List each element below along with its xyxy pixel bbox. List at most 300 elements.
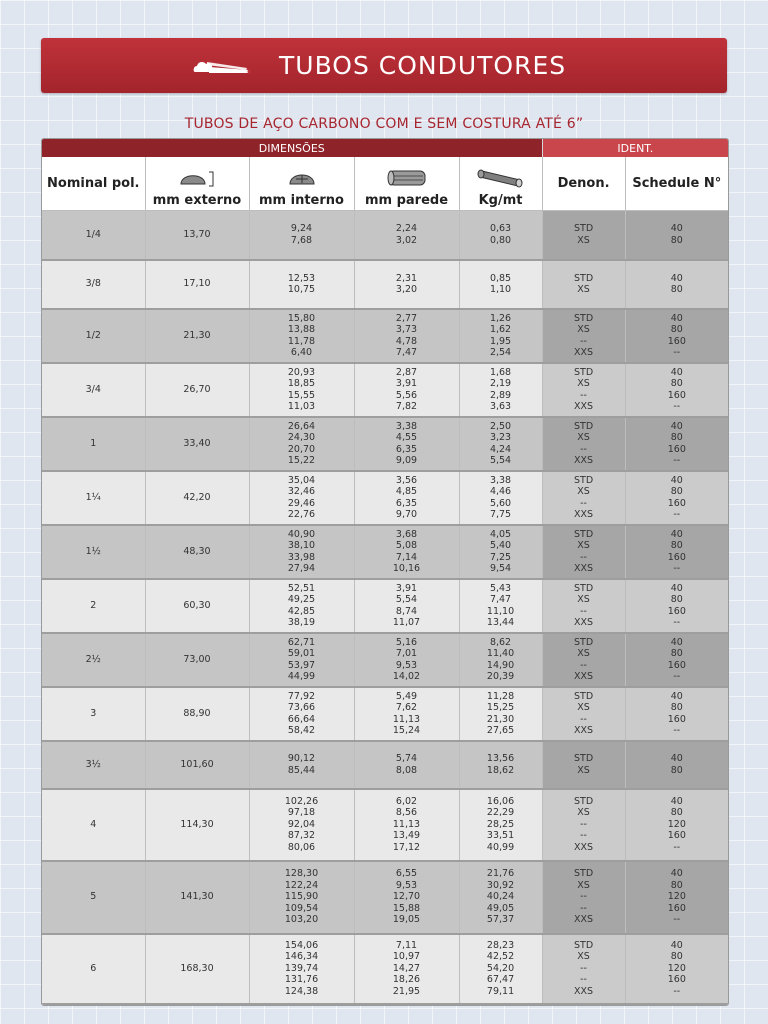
cell-interno-value: 10,75 bbox=[287, 284, 316, 295]
cell-kgmt-value: 8,62 bbox=[489, 636, 512, 648]
cell-interno-value: 128,30 bbox=[284, 868, 319, 880]
cell-interno-value: 109,54 bbox=[284, 902, 319, 914]
cell-interno-value: 97,18 bbox=[287, 807, 316, 819]
cell-schedule-value: -- bbox=[673, 563, 681, 574]
cell-schedule-value: 40 bbox=[670, 939, 683, 951]
cell-parede-value: 6,35 bbox=[395, 497, 418, 509]
cell-kgmt-value: 40,24 bbox=[486, 891, 515, 903]
cell-interno-value: 40,90 bbox=[287, 528, 316, 540]
cell-schedule-value: -- bbox=[673, 725, 681, 736]
cell-schedule-value: -- bbox=[673, 509, 681, 520]
cell-externo: 21,30 bbox=[145, 309, 249, 363]
cell-nominal: 4 bbox=[42, 789, 145, 861]
cell-kgmt bbox=[459, 525, 542, 579]
cell-schedule-value: 80 bbox=[670, 432, 683, 443]
cell-denon bbox=[542, 525, 625, 579]
cell-schedule bbox=[625, 934, 728, 1004]
cell-parede-value: 2,87 bbox=[395, 366, 418, 378]
cell-externo: 101,60 bbox=[145, 741, 249, 789]
cell-denon-value: XXS bbox=[574, 841, 594, 853]
cell-nominal: 5 bbox=[42, 861, 145, 934]
cell-interno-value: 85,44 bbox=[287, 764, 316, 776]
cell-externo: 17,10 bbox=[145, 260, 249, 309]
cell-parede bbox=[354, 363, 459, 417]
cell-kgmt-value: 30,92 bbox=[486, 879, 515, 891]
cell-schedule-value: 160 bbox=[667, 551, 686, 563]
cell-denon bbox=[542, 741, 625, 789]
cell-schedule-value: 40 bbox=[670, 582, 683, 594]
cell-kgmt-value: 42,52 bbox=[486, 951, 515, 963]
cell-denon-value: STD bbox=[573, 939, 594, 951]
col-header-interno-label: mm interno bbox=[259, 193, 344, 208]
cell-denon-value: -- bbox=[580, 818, 587, 830]
cell-interno-value: 58,42 bbox=[287, 725, 316, 736]
cell-parede-value: 7,82 bbox=[395, 401, 418, 412]
cell-denon-value: XS bbox=[577, 432, 590, 443]
page-title: TUBOS CONDUTORES bbox=[279, 51, 567, 80]
cell-kgmt-value: 0,63 bbox=[489, 223, 512, 235]
cell-kgmt bbox=[459, 260, 542, 309]
cell-schedule bbox=[625, 525, 728, 579]
cell-parede-value: 21,95 bbox=[392, 985, 421, 997]
cell-parede-value: 9,53 bbox=[395, 659, 418, 671]
cell-denon-value: STD bbox=[573, 636, 594, 648]
cell-schedule-value: 40 bbox=[670, 366, 683, 378]
col-header-externo-label: mm externo bbox=[152, 193, 242, 208]
cell-externo: 73,00 bbox=[145, 633, 249, 687]
cell-kgmt-value: 7,47 bbox=[489, 594, 512, 605]
cell-schedule-value: 160 bbox=[667, 389, 686, 401]
cell-kgmt-value: 7,75 bbox=[489, 509, 512, 520]
cell-kgmt-value: 5,60 bbox=[489, 497, 512, 509]
cell-interno-value: 6,40 bbox=[290, 347, 313, 358]
cell-nominal: 1/4 bbox=[42, 211, 145, 260]
cell-parede-value: 10,16 bbox=[392, 563, 421, 574]
table-row bbox=[42, 633, 728, 687]
cell-schedule-value: 40 bbox=[670, 528, 683, 540]
cell-kgmt bbox=[459, 741, 542, 789]
cell-denon-value: XS bbox=[577, 540, 590, 551]
pipe-weight-icon bbox=[476, 167, 526, 189]
cell-kgmt bbox=[459, 417, 542, 471]
cell-kgmt bbox=[459, 861, 542, 934]
cell-kgmt-value: 11,10 bbox=[486, 605, 515, 617]
cell-parede bbox=[354, 687, 459, 741]
cell-kgmt-value: 1,10 bbox=[489, 284, 512, 295]
cell-parede-value: 14,27 bbox=[392, 962, 421, 974]
table-row bbox=[42, 417, 728, 471]
cell-kgmt-value: 57,37 bbox=[486, 914, 515, 926]
cell-schedule-value: -- bbox=[673, 914, 681, 926]
cell-parede-value: 6,55 bbox=[395, 868, 418, 880]
cell-externo: 88,90 bbox=[145, 687, 249, 741]
cell-denon-value: -- bbox=[580, 962, 587, 974]
cell-interno-value: 42,85 bbox=[287, 605, 316, 617]
cell-interno-value: 32,46 bbox=[287, 486, 316, 497]
cell-kgmt-value: 1,95 bbox=[489, 335, 512, 347]
cell-schedule-value: 80 bbox=[670, 879, 683, 891]
cell-parede-value: 18,26 bbox=[392, 974, 421, 986]
cell-denon-value: XXS bbox=[574, 617, 594, 628]
cell-parede-value: 2,77 bbox=[395, 312, 418, 324]
cell-schedule-value: 80 bbox=[670, 234, 683, 246]
cell-parede bbox=[354, 260, 459, 309]
cell-schedule-value: 80 bbox=[670, 807, 683, 819]
cell-interno-value: 90,12 bbox=[287, 753, 316, 764]
cell-schedule bbox=[625, 687, 728, 741]
cell-kgmt bbox=[459, 789, 542, 861]
cell-denon-value: XS bbox=[577, 764, 590, 776]
table-row bbox=[42, 211, 728, 260]
cell-denon-value: XXS bbox=[574, 455, 594, 466]
cell-kgmt-value: 18,62 bbox=[486, 764, 515, 776]
cell-kgmt-value: 3,63 bbox=[489, 401, 512, 412]
cell-interno-value: 122,24 bbox=[284, 879, 319, 891]
cell-denon bbox=[542, 687, 625, 741]
cell-kgmt-value: 2,89 bbox=[489, 389, 512, 401]
col-header-externo bbox=[145, 157, 249, 211]
cell-denon-value: -- bbox=[580, 974, 587, 986]
col-header-denon bbox=[542, 157, 625, 211]
cell-schedule bbox=[625, 633, 728, 687]
cell-schedule-value: 160 bbox=[667, 443, 686, 455]
table-row bbox=[42, 363, 728, 417]
cell-denon bbox=[542, 471, 625, 525]
cell-kgmt-value: 5,54 bbox=[489, 455, 512, 466]
cell-parede-value: 3,20 bbox=[395, 284, 418, 295]
cell-denon bbox=[542, 417, 625, 471]
cell-schedule-value: -- bbox=[673, 401, 681, 412]
cell-parede-value: 11,07 bbox=[392, 617, 421, 628]
cell-kgmt-value: 4,05 bbox=[489, 528, 512, 540]
cell-schedule bbox=[625, 741, 728, 789]
cell-schedule bbox=[625, 417, 728, 471]
cell-schedule bbox=[625, 579, 728, 633]
cell-nominal: 1½ bbox=[42, 525, 145, 579]
cell-denon-value: XS bbox=[577, 234, 590, 246]
cell-schedule-value: 80 bbox=[670, 594, 683, 605]
cell-kgmt-value: 5,43 bbox=[489, 582, 512, 594]
cell-parede-value: 3,02 bbox=[395, 234, 418, 246]
pipes-logo-icon bbox=[191, 54, 253, 78]
cell-interno bbox=[249, 363, 354, 417]
cell-parede-value: 3,73 bbox=[395, 324, 418, 335]
table-row bbox=[42, 260, 728, 309]
cell-interno-value: 87,32 bbox=[287, 830, 316, 842]
table-subtitle: TUBOS DE AÇO CARBONO COM E SEM COSTURA ATÉ 6” bbox=[184, 116, 584, 132]
cell-denon bbox=[542, 211, 625, 260]
cell-interno-value: 20,70 bbox=[287, 443, 316, 455]
cell-denon-value: XS bbox=[577, 807, 590, 819]
cell-parede-value: 2,24 bbox=[395, 223, 418, 235]
cell-denon-value: -- bbox=[580, 902, 587, 914]
cell-kgmt-value: 21,30 bbox=[486, 713, 515, 725]
cell-parede-value: 6,02 bbox=[395, 795, 418, 807]
cell-parede-value: 3,68 bbox=[395, 528, 418, 540]
cell-denon bbox=[542, 934, 625, 1004]
cell-denon-value: XXS bbox=[574, 347, 594, 358]
cell-kgmt-value: 54,20 bbox=[486, 962, 515, 974]
cell-kgmt bbox=[459, 211, 542, 260]
cell-denon-value: XXS bbox=[574, 914, 594, 926]
cell-schedule-value: 80 bbox=[670, 764, 683, 776]
cell-interno-value: 52,51 bbox=[287, 582, 316, 594]
cell-denon-value: STD bbox=[573, 528, 594, 540]
cell-parede-value: 9,09 bbox=[395, 455, 418, 466]
cell-interno-value: 115,90 bbox=[284, 891, 319, 903]
cell-denon-value: XS bbox=[577, 702, 590, 713]
cell-kgmt-value: 40,99 bbox=[486, 841, 515, 853]
cell-denon bbox=[542, 789, 625, 861]
cell-parede-value: 6,35 bbox=[395, 443, 418, 455]
group-header-ident: IDENT. bbox=[542, 139, 728, 157]
cell-schedule-value: 80 bbox=[670, 702, 683, 713]
cell-schedule-value: 80 bbox=[670, 486, 683, 497]
cell-parede-value: 7,62 bbox=[395, 702, 418, 713]
cell-denon-value: -- bbox=[580, 830, 587, 842]
cell-denon-value: XXS bbox=[574, 401, 594, 412]
cell-denon-value: -- bbox=[580, 713, 587, 725]
table-row bbox=[42, 934, 728, 1004]
cell-schedule-value: 160 bbox=[667, 974, 686, 986]
cell-parede-value: 4,78 bbox=[395, 335, 418, 347]
cell-parede-value: 5,08 bbox=[395, 540, 418, 551]
cell-schedule-value: 80 bbox=[670, 378, 683, 389]
col-header-interno bbox=[249, 157, 354, 211]
cell-interno-value: 77,92 bbox=[287, 690, 316, 702]
cell-interno-value: 27,94 bbox=[287, 563, 316, 574]
cell-interno-value: 18,85 bbox=[287, 378, 316, 389]
cell-nominal: 6 bbox=[42, 934, 145, 1004]
cell-interno bbox=[249, 741, 354, 789]
cell-interno-value: 22,76 bbox=[287, 509, 316, 520]
cell-denon-value: STD bbox=[573, 312, 594, 324]
cell-kgmt-value: 28,25 bbox=[486, 818, 515, 830]
cell-kgmt-value: 2,50 bbox=[489, 420, 512, 432]
cell-kgmt-value: 67,47 bbox=[486, 974, 515, 986]
cell-interno-value: 11,03 bbox=[287, 401, 316, 412]
cell-schedule-value: 160 bbox=[667, 713, 686, 725]
cell-kgmt-value: 3,23 bbox=[489, 432, 512, 443]
cell-kgmt-value: 0,80 bbox=[489, 234, 512, 246]
cell-denon bbox=[542, 363, 625, 417]
cell-denon-value: STD bbox=[573, 272, 594, 284]
cell-kgmt-value: 21,76 bbox=[486, 868, 515, 880]
cell-schedule bbox=[625, 211, 728, 260]
group-header-dimensions: DIMENSÕES bbox=[42, 139, 542, 157]
cell-schedule-value: -- bbox=[673, 617, 681, 628]
cell-kgmt-value: 1,62 bbox=[489, 324, 512, 335]
cell-schedule bbox=[625, 471, 728, 525]
cell-kgmt bbox=[459, 471, 542, 525]
col-header-schedule-label: Schedule N° bbox=[632, 176, 722, 191]
cell-interno-value: 15,55 bbox=[287, 389, 316, 401]
cell-denon-value: XS bbox=[577, 324, 590, 335]
cell-schedule-value: 80 bbox=[670, 951, 683, 963]
cell-schedule-value: -- bbox=[673, 671, 681, 682]
cell-interno bbox=[249, 417, 354, 471]
cell-denon-value: -- bbox=[580, 443, 587, 455]
cell-schedule-value: 160 bbox=[667, 902, 686, 914]
cell-parede bbox=[354, 741, 459, 789]
cell-parede-value: 3,38 bbox=[395, 420, 418, 432]
cell-schedule-value: 80 bbox=[670, 648, 683, 659]
cell-parede bbox=[354, 861, 459, 934]
cell-schedule-value: 80 bbox=[670, 540, 683, 551]
cell-interno-value: 9,24 bbox=[290, 223, 313, 235]
cell-parede-value: 11,13 bbox=[392, 713, 421, 725]
cell-kgmt-value: 1,26 bbox=[489, 312, 512, 324]
cell-interno-value: 53,97 bbox=[287, 659, 316, 671]
cell-kgmt-value: 15,25 bbox=[486, 702, 515, 713]
cell-schedule bbox=[625, 363, 728, 417]
cell-interno bbox=[249, 211, 354, 260]
cell-interno-value: 62,71 bbox=[287, 636, 316, 648]
table-row bbox=[42, 687, 728, 741]
cell-parede-value: 7,01 bbox=[395, 648, 418, 659]
cell-schedule-value: 120 bbox=[667, 962, 686, 974]
cell-schedule-value: 40 bbox=[670, 272, 683, 284]
cell-parede bbox=[354, 525, 459, 579]
cell-externo: 48,30 bbox=[145, 525, 249, 579]
cell-denon bbox=[542, 579, 625, 633]
cell-parede-value: 5,56 bbox=[395, 389, 418, 401]
cell-interno-value: 24,30 bbox=[287, 432, 316, 443]
cell-interno-value: 20,93 bbox=[287, 366, 316, 378]
cell-denon-value: XXS bbox=[574, 725, 594, 736]
cell-kgmt-value: 3,38 bbox=[489, 474, 512, 486]
cell-interno bbox=[249, 260, 354, 309]
cell-interno bbox=[249, 789, 354, 861]
cell-parede-value: 5,16 bbox=[395, 636, 418, 648]
cell-parede-value: 2,31 bbox=[395, 272, 418, 284]
cell-kgmt-value: 33,51 bbox=[486, 830, 515, 842]
cell-denon-value: STD bbox=[573, 366, 594, 378]
col-header-kgmt-label: Kg/mt bbox=[478, 193, 523, 208]
cell-denon bbox=[542, 309, 625, 363]
pipe-data-table bbox=[42, 139, 728, 1005]
cell-interno bbox=[249, 579, 354, 633]
cell-kgmt bbox=[459, 633, 542, 687]
table-row bbox=[42, 861, 728, 934]
cell-kgmt-value: 27,65 bbox=[486, 725, 515, 736]
cell-kgmt-value: 9,54 bbox=[489, 563, 512, 574]
cell-interno-value: 66,64 bbox=[287, 713, 316, 725]
cell-denon bbox=[542, 260, 625, 309]
cell-parede bbox=[354, 417, 459, 471]
cell-kgmt bbox=[459, 687, 542, 741]
cell-kgmt-value: 14,90 bbox=[486, 659, 515, 671]
cell-interno-value: 11,78 bbox=[287, 335, 316, 347]
col-header-parede-label: mm parede bbox=[364, 193, 449, 208]
cell-kgmt bbox=[459, 934, 542, 1004]
cell-schedule-value: 40 bbox=[670, 795, 683, 807]
cell-interno-value: 38,10 bbox=[287, 540, 316, 551]
cell-parede-value: 15,24 bbox=[392, 725, 421, 736]
cell-externo: 60,30 bbox=[145, 579, 249, 633]
cell-parede-value: 12,70 bbox=[392, 891, 421, 903]
cell-schedule-value: 40 bbox=[670, 223, 683, 235]
cell-interno-value: 59,01 bbox=[287, 648, 316, 659]
cell-kgmt-value: 2,19 bbox=[489, 378, 512, 389]
cell-interno-value: 80,06 bbox=[287, 841, 316, 853]
cell-nominal: 2 bbox=[42, 579, 145, 633]
table-row bbox=[42, 579, 728, 633]
cell-parede bbox=[354, 211, 459, 260]
cell-parede-value: 5,74 bbox=[395, 753, 418, 764]
title-banner bbox=[41, 38, 727, 93]
cell-parede-value: 19,05 bbox=[392, 914, 421, 926]
cell-denon-value: STD bbox=[573, 795, 594, 807]
cell-denon bbox=[542, 861, 625, 934]
cell-denon-value: STD bbox=[573, 223, 594, 235]
cell-denon-value: -- bbox=[580, 497, 587, 509]
col-header-schedule bbox=[625, 157, 728, 211]
col-header-nominal bbox=[42, 157, 145, 211]
cell-denon-value: STD bbox=[573, 582, 594, 594]
cell-interno-value: 38,19 bbox=[287, 617, 316, 628]
external-diameter-icon bbox=[175, 167, 219, 189]
cell-interno-value: 13,88 bbox=[287, 324, 316, 335]
cell-interno bbox=[249, 934, 354, 1004]
table-row bbox=[42, 309, 728, 363]
cell-denon-value: XXS bbox=[574, 509, 594, 520]
cell-parede-value: 7,11 bbox=[395, 939, 418, 951]
cell-schedule-value: 120 bbox=[667, 818, 686, 830]
cell-kgmt-value: 5,40 bbox=[489, 540, 512, 551]
cell-parede-value: 13,49 bbox=[392, 830, 421, 842]
table-row bbox=[42, 471, 728, 525]
cell-denon-value: -- bbox=[580, 551, 587, 563]
cell-nominal: 1 bbox=[42, 417, 145, 471]
cell-denon-value: XS bbox=[577, 879, 590, 891]
cell-parede bbox=[354, 471, 459, 525]
cell-kgmt bbox=[459, 363, 542, 417]
cell-denon-value: -- bbox=[580, 659, 587, 671]
cell-schedule-value: 80 bbox=[670, 284, 683, 295]
cell-denon-value: -- bbox=[580, 335, 587, 347]
cell-externo: 33,40 bbox=[145, 417, 249, 471]
cell-interno-value: 7,68 bbox=[290, 234, 313, 246]
col-header-denon-label: Denon. bbox=[557, 176, 610, 191]
cell-denon-value: STD bbox=[573, 753, 594, 764]
cell-denon bbox=[542, 633, 625, 687]
cell-interno-value: 35,04 bbox=[287, 474, 316, 486]
table-row bbox=[42, 789, 728, 861]
col-header-parede bbox=[354, 157, 459, 211]
cell-parede-value: 4,85 bbox=[395, 486, 418, 497]
cell-schedule-value: 160 bbox=[667, 830, 686, 842]
cell-schedule-value: -- bbox=[673, 841, 681, 853]
cell-parede-value: 9,53 bbox=[395, 879, 418, 891]
cell-kgmt-value: 11,28 bbox=[486, 690, 515, 702]
cell-schedule-value: 40 bbox=[670, 474, 683, 486]
cell-interno-value: 102,26 bbox=[284, 795, 319, 807]
cell-schedule-value: 40 bbox=[670, 753, 683, 764]
cell-kgmt-value: 4,46 bbox=[489, 486, 512, 497]
cell-parede-value: 14,02 bbox=[392, 671, 421, 682]
cell-denon-value: XXS bbox=[574, 563, 594, 574]
cell-nominal: 1/2 bbox=[42, 309, 145, 363]
cell-parede-value: 9,70 bbox=[395, 509, 418, 520]
cell-kgmt-value: 22,29 bbox=[486, 807, 515, 819]
cell-schedule-value: 80 bbox=[670, 324, 683, 335]
cell-denon-value: STD bbox=[573, 474, 594, 486]
cell-externo: 141,30 bbox=[145, 861, 249, 934]
col-header-nominal-label: Nominal pol. bbox=[47, 176, 140, 191]
cell-nominal: 3 bbox=[42, 687, 145, 741]
cell-parede-value: 7,14 bbox=[395, 551, 418, 563]
